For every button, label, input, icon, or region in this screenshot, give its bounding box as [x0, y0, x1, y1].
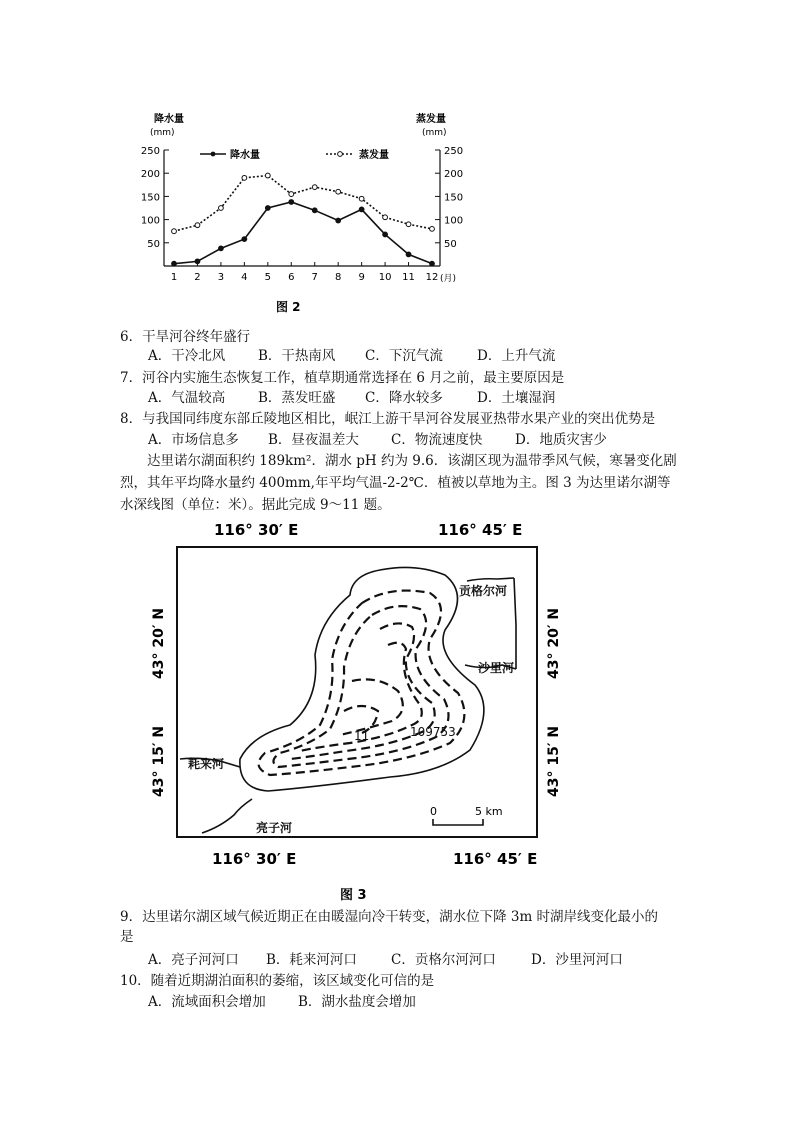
figure-2-caption: 图 2: [276, 300, 301, 314]
evap-point: [312, 185, 317, 190]
x-tick-label: 7: [311, 272, 318, 283]
lake-isobath-map: [140, 515, 580, 905]
left-axis-title: 降水量: [154, 114, 184, 125]
q7-option-d: D．土壤湿润: [477, 390, 556, 406]
plot-area: [141, 146, 463, 283]
lon-label-bottom-right: 116° 45′ E: [453, 850, 538, 868]
precip-point: [289, 200, 294, 205]
precip-point: [336, 218, 341, 223]
question-9-stem-line-2: 是: [120, 929, 134, 945]
lat-label-left-upper: 43° 20′ N: [151, 607, 167, 679]
x-tick-label: 8: [334, 272, 342, 283]
evap-series-line: [174, 176, 432, 232]
legend-precip-marker: [211, 152, 216, 157]
question-9-options: [148, 950, 623, 970]
x-tick-label: 6: [288, 272, 295, 283]
evap-point: [430, 226, 435, 231]
depth-label-series: 109753: [410, 725, 456, 739]
q6-option-a: A．干冷北风: [148, 348, 226, 364]
precip-point: [265, 206, 270, 211]
lon-label-top-right: 116° 45′ E: [438, 521, 523, 539]
left-axis-unit: (mm): [150, 128, 175, 138]
evap-point: [406, 222, 411, 227]
right-y-tick-label: 100: [444, 215, 464, 227]
intro-line-2: 烈，其年平均降水量约 400mm,年平均气温-2-2℃．植被以草地为主。图 3 为达里诺尔湖等: [120, 475, 671, 491]
left-y-tick-label: 250: [140, 146, 160, 157]
legend-evap-marker: [338, 152, 343, 157]
question-6-stem: 6．干旱河谷终年盛行: [120, 329, 251, 345]
scale-zero-label: 0: [430, 805, 437, 818]
question-8-options: [148, 430, 607, 450]
precip-point: [195, 259, 200, 264]
precip-evap-chart: [140, 108, 470, 318]
question-6-options: [148, 346, 555, 366]
label-haolai-river: 耗来河: [188, 757, 225, 771]
q9-option-c: C．贡格尔河河口: [391, 952, 496, 968]
right-y-tick-label: 50: [444, 238, 457, 250]
precip-point: [359, 207, 364, 212]
evap-point: [359, 196, 364, 201]
precip-series-line: [174, 202, 432, 264]
x-tick-label: 2: [194, 272, 201, 283]
q6-option-b: B．干热南风: [258, 348, 336, 364]
intro-line-1: 达里诺尔湖面积约 189km²．湖水 pH 约为 9.6．该湖区现为温带季风气候，寒暑变化剧: [147, 453, 677, 469]
lon-label-bottom-left: 116° 30′ E: [212, 850, 297, 868]
right-y-tick-label: 250: [444, 146, 464, 157]
q7-option-c: C．降水较多: [365, 390, 443, 406]
q10-option-a: A．流域面积会增加: [148, 994, 266, 1010]
precip-point: [383, 232, 388, 237]
q7-option-a: A．气温较高: [148, 390, 226, 406]
depth-label-center: 11: [354, 729, 370, 743]
lat-label-right-upper: 43° 20′ N: [546, 607, 562, 679]
left-y-tick-label: 50: [147, 238, 160, 250]
x-tick-label: 4: [241, 272, 248, 283]
question-9-stem-line-1: 9．达里诺尔湖区域气候近期正在由暖湿向冷干转变，湖水位下降 3m 时湖岸线变化最小的: [120, 909, 659, 925]
q6-option-d: D．上升气流: [477, 348, 556, 364]
precip-point: [312, 208, 317, 213]
label-shali-river: 沙里河: [478, 661, 515, 675]
q9-option-a: A．亮子河河口: [148, 952, 239, 968]
question-10-options: [148, 992, 416, 1012]
x-tick-label: 3: [217, 272, 225, 283]
evap-point: [265, 173, 270, 178]
q8-option-a: A．市场信息多: [148, 432, 239, 448]
x-tick-label: 11: [402, 272, 415, 283]
lake-intro-paragraph: [120, 450, 680, 516]
q8-option-d: D．地质灾害少: [515, 432, 607, 448]
right-axis-unit: (mm): [422, 128, 447, 138]
q9-option-b: B．耗来河河口: [266, 952, 357, 968]
q10-option-b: B．湖水盐度会增加: [298, 994, 416, 1010]
question-7-options: [148, 388, 555, 408]
q8-option-b: B．昼夜温差大: [268, 432, 359, 448]
evap-point: [219, 206, 224, 211]
figure-2: [140, 108, 470, 318]
x-tick-label: 10: [378, 272, 392, 283]
evap-point: [289, 192, 294, 197]
legend-evap-label: 蒸发量: [359, 150, 389, 161]
lat-label-right-lower: 43° 15′ N: [546, 725, 562, 797]
q9-option-d: D．沙里河河口: [531, 952, 623, 968]
label-liangzi-river: 亮子河: [256, 821, 293, 835]
q8-option-c: C．物流速度快: [391, 432, 483, 448]
x-axis-unit: (月): [440, 274, 457, 284]
right-y-tick-label: 200: [444, 169, 464, 181]
scale-km-label: 5 km: [475, 805, 503, 818]
x-tick-label: 12: [425, 272, 439, 283]
left-y-tick-label: 200: [140, 169, 160, 181]
lat-label-left-lower: 43° 15′ N: [151, 725, 167, 797]
q7-option-b: B．蒸发旺盛: [258, 390, 336, 406]
lon-label-top-left: 116° 30′ E: [214, 521, 299, 539]
evap-point: [242, 175, 247, 180]
left-y-tick-label: 100: [140, 215, 160, 227]
precip-point: [219, 246, 224, 251]
question-10-stem: 10．随着近期湖泊面积的萎缩，该区域变化可信的是: [120, 973, 435, 989]
precip-point: [172, 261, 177, 266]
x-tick-label: 1: [170, 272, 178, 283]
precip-point: [406, 252, 411, 257]
question-8-stem: 8．与我国同纬度东部丘陵地区相比，岷江上游干旱河谷发展亚热带水果产业的突出优势是: [120, 411, 656, 427]
figure-3: [140, 515, 580, 905]
evap-point: [383, 215, 388, 220]
question-7-stem: 7．河谷内实施生态恢复工作，植草期通常选择在 6 月之前，最主要原因是: [120, 370, 565, 386]
legend-precip-label: 降水量: [230, 150, 260, 161]
left-y-tick-label: 150: [140, 192, 160, 204]
right-y-tick-label: 150: [444, 192, 464, 204]
x-tick-label: 5: [264, 272, 272, 283]
q6-option-c: C．下沉气流: [365, 348, 443, 364]
evap-point: [336, 189, 341, 194]
evap-point: [172, 229, 177, 234]
right-axis-title: 蒸发量: [416, 114, 446, 125]
precip-point: [242, 237, 247, 242]
intro-line-3: 水深线图（单位：米）。据此完成 9～11 题。: [120, 497, 391, 513]
precip-point: [430, 261, 435, 266]
evap-point: [195, 223, 200, 228]
figure-3-caption: 图 3: [340, 888, 367, 903]
x-tick-label: 9: [358, 272, 365, 283]
label-gongge-river: 贡格尔河: [459, 584, 508, 598]
